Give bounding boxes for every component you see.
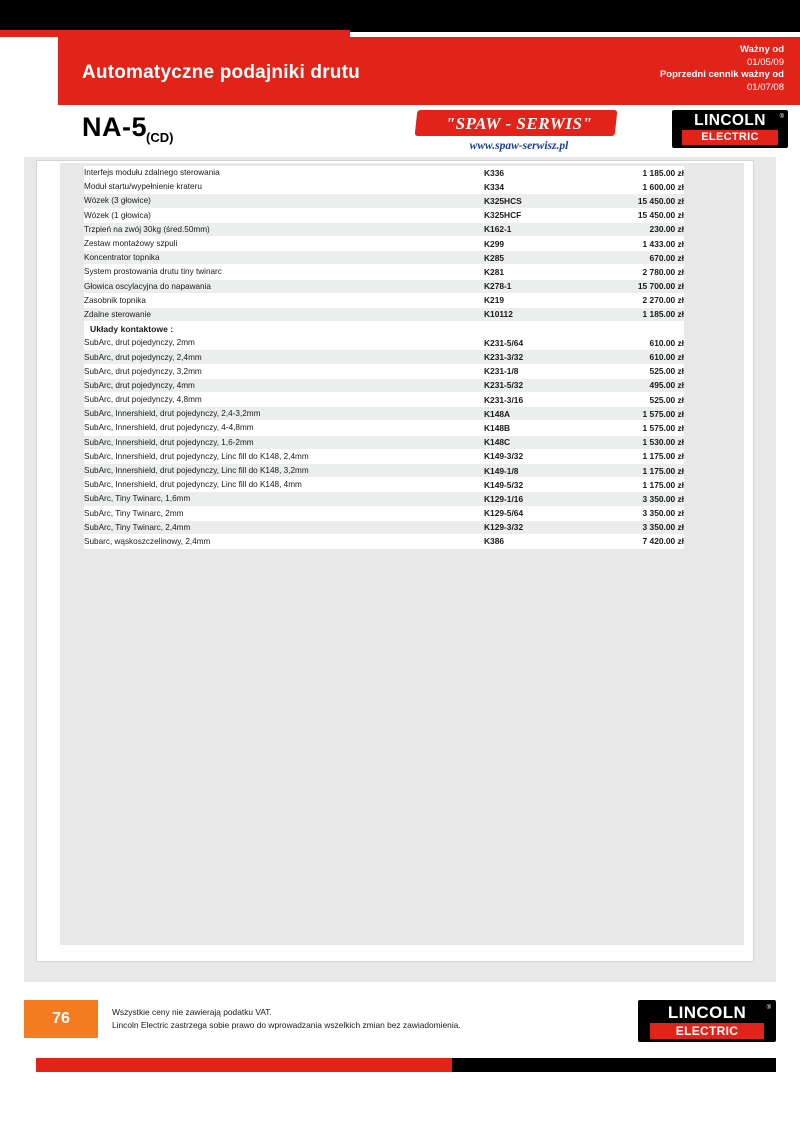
row-price: 610.00 zł <box>572 336 684 350</box>
row-name: SubArc, Tiny Twinarc, 2mm <box>84 506 484 520</box>
table-row <box>84 393 684 407</box>
validity-from-value: 01/05/09 <box>747 56 784 68</box>
row-code: K281 <box>484 265 572 279</box>
bottom-black-bar <box>452 1058 776 1072</box>
previous-pricelist-value: 01/07/08 <box>747 81 784 93</box>
pricelist-container <box>84 166 684 549</box>
row-name: SubArc, Tiny Twinarc, 2,4mm <box>84 520 484 534</box>
row-name: SubArc, drut pojedynczy, 3,2mm <box>84 364 484 378</box>
row-price: 2 270.00 zł <box>572 293 684 307</box>
bottom-red-bar <box>36 1058 460 1072</box>
table-row <box>84 435 684 449</box>
pricelist-body <box>84 166 684 549</box>
table-row <box>84 166 684 180</box>
row-price: 7 420.00 zł <box>572 534 684 548</box>
row-price: 15 450.00 zł <box>572 194 684 208</box>
row-name: Moduł startu/wypełnienie krateru <box>84 180 484 194</box>
row-price: 1 175.00 zł <box>572 463 684 477</box>
row-price: 610.00 zł <box>572 350 684 364</box>
registered-trademark-icon: ® <box>766 1005 771 1011</box>
row-price: 1 175.00 zł <box>572 478 684 492</box>
row-code: K231-5/64 <box>484 336 572 350</box>
row-code: K129-5/64 <box>484 506 572 520</box>
row-code: K148B <box>484 421 572 435</box>
row-price: 1 530.00 zł <box>572 435 684 449</box>
lincoln-logo-header <box>672 110 788 148</box>
validity-from-label: Ważny od <box>740 44 784 55</box>
lincoln-logo-header-line1: LINCOLN <box>694 112 766 129</box>
table-section-header <box>84 322 684 336</box>
row-code: K129-3/32 <box>484 520 572 534</box>
footer-note <box>112 1006 461 1032</box>
row-price: 230.00 zł <box>572 222 684 236</box>
dealer-logo-text: "SPAW - SERWIS" <box>445 114 593 133</box>
row-code: K231-3/16 <box>484 393 572 407</box>
footer-note-line2: Lincoln Electric zastrzega sobie prawo do wprowadzania wszelkich zmian bez zawiadomienia. <box>112 1020 461 1030</box>
row-price: 3 350.00 zł <box>572 506 684 520</box>
row-code: K219 <box>484 293 572 307</box>
row-name: SubArc, drut pojedynczy, 4,8mm <box>84 393 484 407</box>
row-code: K278-1 <box>484 279 572 293</box>
row-price: 1 575.00 zł <box>572 407 684 421</box>
row-code: K336 <box>484 166 572 180</box>
row-code: K285 <box>484 251 572 265</box>
row-name: SubArc, Innershield, drut pojedynczy, 2,4-3,2mm <box>84 407 484 421</box>
row-price: 1 185.00 zł <box>572 166 684 180</box>
row-code: K149-1/8 <box>484 463 572 477</box>
table-row <box>84 492 684 506</box>
table-row <box>84 421 684 435</box>
row-price: 525.00 zł <box>572 393 684 407</box>
table-row <box>84 534 684 548</box>
row-code: K299 <box>484 236 572 250</box>
table-row <box>84 478 684 492</box>
lincoln-logo-footer-line2: ELECTRIC <box>650 1023 764 1039</box>
footer-note-line1: Wszystkie ceny nie zawierają podatku VAT. <box>112 1007 272 1017</box>
row-code: K325HCF <box>484 208 572 222</box>
row-code: K334 <box>484 180 572 194</box>
row-price: 1 575.00 zł <box>572 421 684 435</box>
row-code: K148C <box>484 435 572 449</box>
row-code: K386 <box>484 534 572 548</box>
row-price: 1 433.00 zł <box>572 236 684 250</box>
section-title: Układy kontaktowe : <box>84 322 684 336</box>
table-row <box>84 520 684 534</box>
row-name: Wózek (3 głowice) <box>84 194 484 208</box>
row-code: K231-1/8 <box>484 364 572 378</box>
row-name: SubArc, Innershield, drut pojedynczy, Linc fill do K148, 3,2mm <box>84 463 484 477</box>
page-number-badge <box>24 1000 98 1038</box>
dealer-website-url[interactable]: www.spaw-serwisz.pl <box>469 140 569 152</box>
row-name: SubArc, Tiny Twinarc, 1,6mm <box>84 492 484 506</box>
row-price: 495.00 zł <box>572 378 684 392</box>
table-row <box>84 279 684 293</box>
previous-pricelist-label: Poprzedni cennik ważny od <box>659 69 784 80</box>
pricelist-table <box>84 166 684 549</box>
row-name: Zasobnik topnika <box>84 293 484 307</box>
row-name: Koncentrator topnika <box>84 251 484 265</box>
row-name: SubArc, Innershield, drut pojedynczy, Linc fill do K148, 4mm <box>84 478 484 492</box>
row-name: Wózek (1 głowica) <box>84 208 484 222</box>
row-price: 1 175.00 zł <box>572 449 684 463</box>
table-row <box>84 222 684 236</box>
table-row <box>84 506 684 520</box>
table-row <box>84 194 684 208</box>
table-row <box>84 307 684 321</box>
row-price: 525.00 zł <box>572 364 684 378</box>
row-name: Trzpień na zwój 30kg (śred.50mm) <box>84 222 484 236</box>
top-black-bar <box>0 0 800 32</box>
row-code: K325HCS <box>484 194 572 208</box>
table-row <box>84 236 684 250</box>
row-code: K149-5/32 <box>484 478 572 492</box>
header-band-left-notch <box>0 37 58 105</box>
table-row <box>84 180 684 194</box>
row-price: 15 450.00 zł <box>572 208 684 222</box>
row-code: K129-1/16 <box>484 492 572 506</box>
row-code: K148A <box>484 407 572 421</box>
table-row <box>84 463 684 477</box>
row-name: Głowica oscylacyjna do napawania <box>84 279 484 293</box>
table-row <box>84 208 684 222</box>
row-price: 1 600.00 zł <box>572 180 684 194</box>
lincoln-logo-footer-line1: LINCOLN <box>667 1003 747 1022</box>
table-row <box>84 265 684 279</box>
table-row <box>84 364 684 378</box>
page-title: Automatyczne podajniki drutu <box>82 62 360 83</box>
table-row <box>84 293 684 307</box>
row-code: K149-3/32 <box>484 449 572 463</box>
row-name: SubArc, Innershield, drut pojedynczy, 1,6-2mm <box>84 435 484 449</box>
row-code: K162-1 <box>484 222 572 236</box>
lincoln-logo-footer <box>638 1000 776 1042</box>
row-name: SubArc, Innershield, drut pojedynczy, Linc fill do K148, 2,4mm <box>84 449 484 463</box>
row-price: 1 185.00 zł <box>572 307 684 321</box>
row-price: 2 780.00 zł <box>572 265 684 279</box>
row-name: Zdalne sterowanie <box>84 307 484 321</box>
product-name: NA-5 <box>82 112 148 142</box>
row-name: SubArc, drut pojedynczy, 4mm <box>84 378 484 392</box>
lincoln-logo-header-line2: ELECTRIC <box>682 130 778 145</box>
table-row <box>84 378 684 392</box>
table-row <box>84 251 684 265</box>
row-code: K231-5/32 <box>484 378 572 392</box>
row-name: System prostowania drutu tiny twinarc <box>84 265 484 279</box>
top-red-strip <box>0 30 350 37</box>
row-price: 15 700.00 zł <box>572 279 684 293</box>
row-code: K10112 <box>484 307 572 321</box>
row-price: 670.00 zł <box>572 251 684 265</box>
row-name: Zestaw montażowy szpuli <box>84 236 484 250</box>
table-row <box>84 350 684 364</box>
table-row <box>84 449 684 463</box>
validity-block <box>660 44 784 94</box>
row-price: 3 350.00 zł <box>572 520 684 534</box>
table-row <box>84 407 684 421</box>
product-name-suffix: (CD) <box>146 130 174 145</box>
table-row <box>84 336 684 350</box>
row-price: 3 350.00 zł <box>572 492 684 506</box>
registered-trademark-icon: ® <box>779 114 784 120</box>
row-name: Interfejs modułu zdalnego sterowania <box>84 166 484 180</box>
row-name: SubArc, drut pojedynczy, 2mm <box>84 336 484 350</box>
row-name: SubArc, drut pojedynczy, 2,4mm <box>84 350 484 364</box>
row-name: SubArc, Innershield, drut pojedynczy, 4-4,8mm <box>84 421 484 435</box>
row-name: Subarc, wąskoszczelinowy, 2,4mm <box>84 534 484 548</box>
page-number: 76 <box>52 1010 70 1027</box>
row-code: K231-3/32 <box>484 350 572 364</box>
